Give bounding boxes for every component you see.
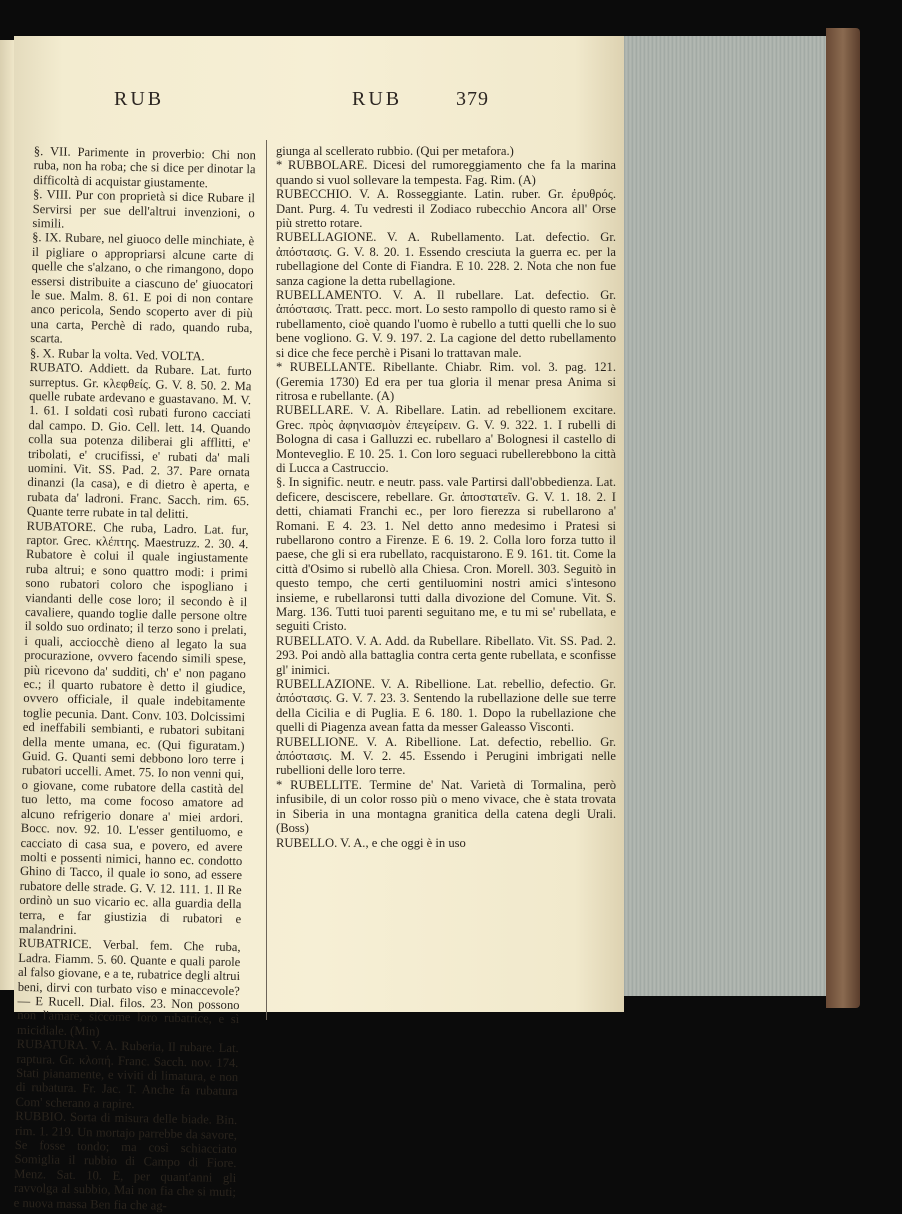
entry: §. X. Rubar la volta. Ved. VOLTA. xyxy=(29,345,205,364)
entry: giunga al scellerato rubbio. (Qui per metafora.) xyxy=(276,144,514,158)
entry: RUBELLAMENTO. V. A. Il rubellare. Lat. defectio. Gr. ἀπόστασις. Tratt. pecc. mort. Lo sesto rampollo di questo ramo si è rubellamento, cioè quando l'uomo è rubello a tutti quelli che lo suo bene vogliono. G. V. 9. 197. 2. La cagione del detto rubellamento si dice che fece perchè i Pisani lo trattavan male. xyxy=(276,288,616,360)
right-column xyxy=(276,144,616,850)
entry: RUBATURA. V. A. Ruberia, Il rubare. Lat. raptura. Gr. κλοπή. Franc. Sacch. nov. 174. Stati pianamente, e viviti di limatura, e non di rubatura. Fr. Jac. T. Anche fa rubatura Com' scherano a rapire. xyxy=(15,1037,239,1111)
entry: §. In signific. neutr. e neutr. pass. vale Partirsi dall'obbedienza. Lat. deficere, desciscere, rebellare. Gr. ἀποστατεῖν. G. V. 1. 18. 2. I detti, chiamati Franchi ec., per loro fierezza si rubellarono a' Romani. E 4. 23. 1. Nel detto anno medesimo i Pratesi si rubellarono contro a Firenze. E 6. 19. 2. Colla loro forza tutto il paese, che gli si era rubellato, racquistarono. E 9. 161. tit. Come la città d'Osimo si rubellò alla Chiesa. Cron. Morell. 303. Seguitò in questo tempo, che certi gentiluomini nostri amici s'intesono insieme, e rubellaronsi tutti dalla divozione del Comune. Vit. S. Marg. 136. Tutti tuoi parenti seguitano me, e tu mi se' rubellata, e seguiti Cristo. xyxy=(276,475,616,634)
entry: RUBATO. Addiett. da Rubare. Lat. furto surreptus. Gr. κλεφθείς. G. V. 8. 50. 2. Ma quelle rubate ardevano e guastavano. M. V. 1. 61. I soldati così rubati furono cacciati dal campo. D. Gio. Cell. lett. 14. Quando colla sua potenza diliberai gli afflitti, e' tribolati, e' crucifissi, e' rubati da' mali uomini. Vit. SS. Pad. 2. 37. Pare ornata dinanzi (la casa), e di dietro è aperta, e rubata da' ladroni. Franc. Sacch. rim. 65. Quante terre rubate in tal delitti. xyxy=(26,360,252,522)
dictionary-page xyxy=(13,36,624,1213)
entry: RUBELLATO. V. A. Add. da Rubellare. Ribellato. Vit. SS. Pad. 2. 293. Poi andò alla battaglia contra certa gente rubellata, e sconfisse gl' inimici. xyxy=(276,633,616,677)
entry: RUBELLO. V. A., e che oggi è in uso xyxy=(276,835,466,850)
entry: RUBELLARE. V. A. Ribellare. Latin. ad rebellionem excitare. Grec. πρὸς ἀφηνιασμὸν ἐπεγείρειν. G. V. 9. 322. 1. I rubelli di Bologna di casa i Galluzzi ec. rubellaro a' Bolognesi il castello di Monteveglio. E 10. 25. 1. Con loro seguaci rubellerebbono la città di Lucca a Castruccio. xyxy=(276,403,616,475)
entry: RUBELLIONE. V. A. Ribellione. Lat. defectio, rebellio. Gr. ἀπόστασις. M. V. 2. 45. Essendo i Perugini imbrigati nelle rubellioni delle loro terre. xyxy=(276,734,616,778)
page-block-edge xyxy=(620,36,838,996)
entry: RUBELLAZIONE. V. A. Ribellione. Lat. rebellio, defectio. Gr. ἀπόστασις. G. V. 7. 23. 3. Sentendo la rubellazione delle sue terre della Cicilia e di Puglia. E 6. 180. 1. Dopo la rubellazione che quelli di Piagenza avean fatta da messer Galeasso Visconti. xyxy=(276,677,616,735)
column-rule xyxy=(266,140,267,1020)
book-cover xyxy=(826,28,860,1008)
entry: RUBATORE. Che ruba, Ladro. Lat. fur, raptor. Grec. κλέπτης. Maestruzz. 2. 30. 4. Rubatore è colui il quale ingiustamente ruba altrui; e sono quattro modi: i primi sono rubatori coloro che ispogliano i viandanti delle cose loro; il secondo è il cavaliere, quando toglie dalle persone oltre il soldo suo ordinato; il terzo sono i prelati, i quali, acciocchè dieno al legato la sua procurazione, ovvero facendo simili spese, più ricevono da' sudditi, ch' e' non pagano ec.; il quarto rubatore è detto il giudice, ovvero officiale, il quale indebitamente toglie pecunia. Dant. Conv. 103. Dolcissimi ed ineffabili sembianti, e rubatori subitani della mente umana, ec. (Qui figuratam.) Guid. G. Quanti semi debbono loro terre i rubatori uccelli. Amet. 75. Io non venni qui, o giovane, come rubatore della castità del tuo letto, ma come focoso amatore ad alcuno refrigerio donare a' miei ardori. Bocc. nov. 92. 10. L'esser gentiluomo, e cacciato di casa sua, e povero, ed avere molti e possenti nimici, hanno ec. condotto Ghino di Tacco, il quale io sono, ad essere rubatore delle strade. G. V. 12. 111. 1. Il Re ordinò un suo vicario ec. alla guardia della terra, e far giustizia di rubatori e malandrini. xyxy=(18,518,249,937)
entry: * RUBBOLARE. Dicesi del rumoreggiamento che fa la marina quando si vuol sollevare la tempesta. Fag. Rim. (A) xyxy=(276,158,616,187)
entry: RUBECCHIO. V. A. Rosseggiante. Latin. ruber. Gr. ἐρυθρός. Dant. Purg. 4. Tu vedresti il Zodiaco rubecchio Ancora all' Orse più stretto rotare. xyxy=(276,187,616,231)
entry: §. VII. Parimente in proverbio: Chi non ruba, non ha roba; che si dice per dinotar la difficoltà di acquistar giustamente. xyxy=(33,144,256,191)
entry: §. VIII. Pur con proprietà si dice Rubare il Servirsi per sue dell'altrui invenzioni, o simili. xyxy=(32,187,256,231)
entry: RUBBIO. Sorta di misura delle biade. Bin. rim. 1. 219. Un mortajo parrebbe da savore, Se fosse tondo; ma così schiacciato Somiglia il rubbio di Campo di Fiore. Menz. Sat. 10. E, per quant'anni gli ravvolga al subbio, Mai non fia che si muti; e nuova massa Ben fia che ag- xyxy=(13,1109,238,1213)
entry: * RUBELLANTE. Ribellante. Chiabr. Rim. vol. 3. pag. 121. (Geremia 1730) Ed era per tua gloria il menar presa Anima si ritrosa e rubellante. (A) xyxy=(276,360,616,403)
page-number: 379 xyxy=(456,88,489,110)
entry: * RUBELLITE. Termine de' Nat. Varietà di Tormalina, però infusibile, di un color rosso più o meno vivace, che è stata trovata in Siberia in una montagna granitica della catena degli Urali. (Boss) xyxy=(276,777,616,836)
entry: RUBATRICE. Verbal. fem. Che ruba, Ladra. Fiamm. 5. 60. Quante e quali parole al falso giovane, e a te, rubatrice degli altrui beni, dirvi con turbato viso e minaccevole? — E Rucell. Dial. filos. 23. Non possono non l'amare, siccome loro rubatrice, e sì micidiale. (Min) xyxy=(16,936,241,1039)
entry: RUBELLAGIONE. V. A. Rubellamento. Lat. defectio. Gr. ἀπόστασις. G. V. 8. 20. 1. Essendo cresciuta la guerra ec. per la rubellagione del Conte di Fiandra. E 10. 228. 2. Nota che non fue sanza cagione la detta rubellagione. xyxy=(276,230,616,288)
running-head-center: RUB xyxy=(352,88,403,110)
entry: §. IX. Rubare, nel giuoco delle minchiate, è il pigliare o appropriarsi alcune carte di quelle che s'alzano, o che rimangono, dopo essersi distribuite a ciascuno de' giuocatori le sue. Malm. 8. 61. E poi di non contare anco pericola, Sendo scoperto aver di più una carta, Perchè di rado, quando ruba, scarta. xyxy=(30,230,255,346)
left-column xyxy=(14,144,256,1214)
facing-page-edge xyxy=(0,40,14,990)
running-head-left: RUB xyxy=(114,88,165,110)
